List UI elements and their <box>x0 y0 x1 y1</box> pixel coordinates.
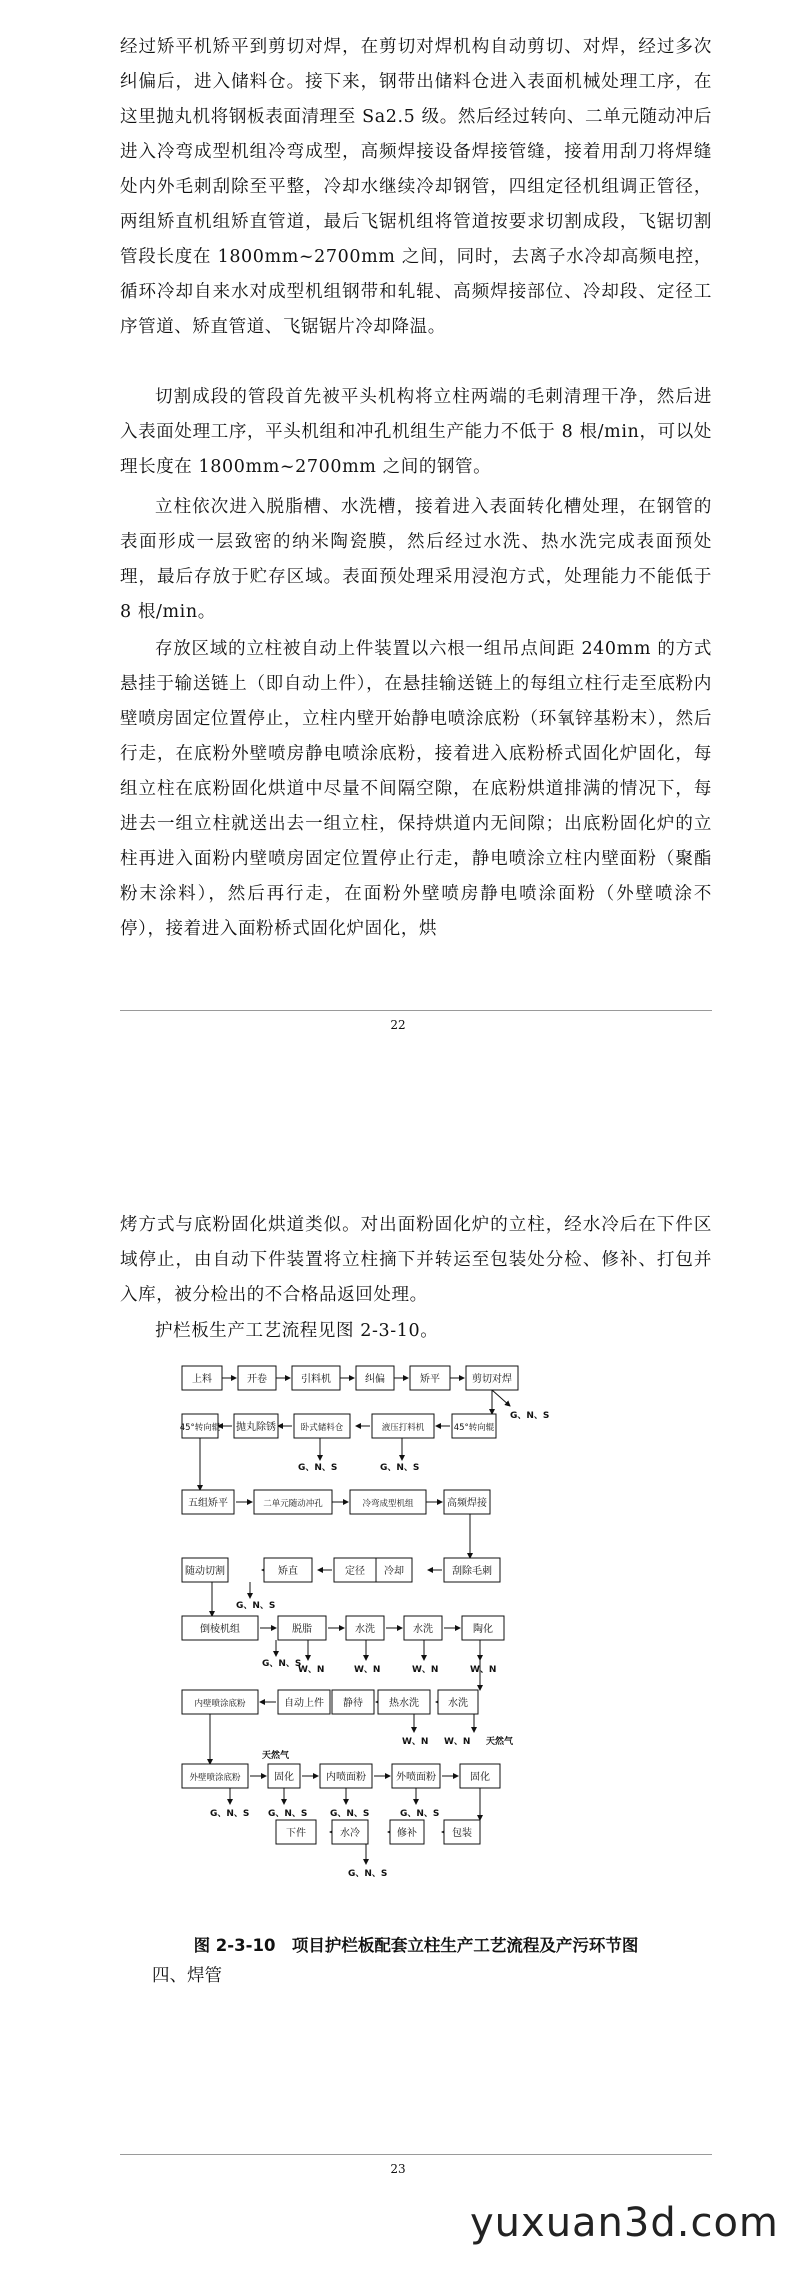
emission-tag-4: G、N、S <box>262 1659 302 1669</box>
flow-label-row2-3: 液压打料机 <box>381 1423 425 1433</box>
flow-label-row5-0: 倒棱机组 <box>200 1624 240 1635</box>
page22-paragraph-4: 存放区域的立柱被自动上件装置以六根一组吊点间距 240mm 的方式悬挂于输送链上（即自动上件），在悬挂输送链上的每组立柱行走至底粉内壁喷房固定位置停止，立柱内壁开始静电喷涂底粉（环氧锌基粉末），然后行走，在底粉外壁喷房静电喷涂底粉，接着进入底粉桥式固化炉固化，每组立柱在底粉固化烘道中尽量不间隔空隙，在底粉烘道排满的情况下，每进去一组立柱就送出去一组立柱，保持烘道内无间隙；出底粉固化炉的立柱再进入面粉内壁喷房固定位置停止行走，静电喷涂立柱内壁面粉（聚酯粉末涂料），然后再行走，在面粉外壁喷房静电喷涂面粉（外壁喷涂不停），接着进入面粉桥式固化炉固化，烘 <box>120 639 712 939</box>
flow-label-row7-4: 固化 <box>470 1772 490 1783</box>
flow-label-row2-0: 45°转向辊 <box>180 1423 221 1433</box>
emission-tag-13: G、N、S <box>210 1809 250 1819</box>
site-watermark: yuxuan3d.com <box>470 2200 779 2246</box>
page23-number: 23 <box>390 2162 406 2176</box>
emission-tag-7: W、N <box>412 1665 439 1675</box>
flow-label-row4-1: 矫直 <box>278 1566 298 1577</box>
emission-tag-17: G、N、S <box>348 1869 388 1879</box>
emission-tag-9: 天然气 <box>262 1751 290 1761</box>
flow-label-row1-3: 纠偏 <box>365 1374 385 1385</box>
flow-label-row4-4: 刮除毛刺 <box>452 1566 492 1577</box>
emission-tag-16: G、N、S <box>400 1809 440 1819</box>
flow-label-row4-2: 定径 <box>345 1566 365 1577</box>
page22-paragraph-1: 经过矫平机矫平到剪切对焊，在剪切对焊机构自动剪切、对焊，经过多次纠偏后，进入储料仓。接下来，钢带出储料仓进入表面机械处理工序，在这里抛丸机将钢板表面清理至 Sa2.5 级。然后经过转向、二单元随动冲后进入冷弯成型机组冷弯成型，高频焊接设备焊接管缝，接着用刮刀将焊缝处内外毛刺刮除至平整，冷却水继续冷却钢管，四组定径机组调正管径，两组矫直机组矫直管道，最后飞锯机组将管道按要求切割成段，飞锯切割管段长度在 1800mm~2700mm 之间，同时，去离子水冷却高频电控，循环冷却自来水对成型机组钢带和轧辊、高频焊接部位、冷却段、定径工序管道、矫直管道、飞锯锯片冷却降温。 <box>120 37 712 337</box>
flow-label-row1-1: 开卷 <box>247 1374 267 1385</box>
flow-label-row6-0: 内壁喷涂底粉 <box>194 1699 246 1709</box>
figure-caption: 图 2-3-10 项目护栏板配套立柱生产工艺流程及产污环节图 <box>193 1936 639 1955</box>
flow-label-row2-1: 抛丸除锈 <box>236 1422 276 1433</box>
emission-tag-8: W、N <box>470 1665 497 1675</box>
emission-tag-10: W、N <box>402 1737 429 1747</box>
flow-label-row5-1: 脱脂 <box>292 1624 312 1635</box>
flow-label-row3-2: 冷弯成型机组 <box>362 1499 414 1509</box>
flow-label-row4-3: 冷却 <box>384 1566 404 1577</box>
flow-label-row1-0: 上料 <box>192 1374 212 1385</box>
flow-label-row5-3: 水洗 <box>413 1624 433 1635</box>
flow-label-row6-3: 热水洗 <box>389 1698 419 1709</box>
page23-paragraph-2: 护栏板生产工艺流程见图 2-3-10。 <box>155 1321 439 1341</box>
flow-label-row7-2: 内喷面粉 <box>326 1772 366 1783</box>
page22-paragraph-3: 立柱依次进入脱脂槽、水洗槽，接着进入表面转化槽处理，在钢管的表面形成一层致密的纳米陶瓷膜，然后经过水洗、热水洗完成表面预处理，最后存放于贮存区域。表面预处理采用浸泡方式，处理能力不能低于 8 根/min。 <box>120 497 712 622</box>
flow-label-row5-4: 陶化 <box>473 1624 493 1635</box>
flow-label-row8-2: 水冷 <box>340 1828 360 1839</box>
emission-tag-0: G、N、S <box>510 1411 550 1421</box>
flow-label-row7-0: 外壁喷涂底粉 <box>189 1773 241 1783</box>
flow-label-row1-4: 矫平 <box>420 1374 440 1385</box>
flow-label-row3-3: 高频焊接 <box>447 1498 487 1509</box>
page22-paragraph-2: 切割成段的管段首先被平头机构将立柱两端的毛刺清理干净，然后进入表面处理工序，平头机组和冲孔机组生产能力不低于 8 根/min，可以处理长度在 1800mm~2700mm 之间的钢管。 <box>120 387 712 477</box>
page23-footer-rule <box>120 2154 712 2155</box>
page22-footer-rule <box>120 1010 712 1011</box>
emission-tag-3: G、N、S <box>236 1601 276 1611</box>
flow-label-row6-1: 自动上件 <box>284 1698 324 1709</box>
emission-tag-11: W、N <box>444 1737 471 1747</box>
flow-label-row8-3: 下件 <box>286 1828 306 1839</box>
flow-label-row8-1: 修补 <box>397 1828 417 1839</box>
flow-label-row6-4: 水洗 <box>448 1698 468 1709</box>
emission-tag-6: W、N <box>354 1665 381 1675</box>
emission-tag-1: G、N、S <box>298 1463 338 1473</box>
process-flowchart <box>180 1360 640 1920</box>
flow-label-row1-5: 剪切对焊 <box>472 1374 512 1385</box>
flow-label-row3-1: 二单元随动冲孔 <box>263 1499 323 1509</box>
flow-label-row3-0: 五组矫平 <box>188 1498 228 1509</box>
flow-label-row7-1: 固化 <box>274 1772 294 1783</box>
flow-label-row8-0: 包装 <box>452 1828 472 1839</box>
section-heading: 四、焊管 <box>152 1966 222 1986</box>
page23-paragraph-1: 烤方式与底粉固化烘道类似。对出面粉固化炉的立柱，经水冷后在下件区域停止，由自动下件装置将立柱摘下并转运至包装处分检、修补、打包并入库，被分检出的不合格品返回处理。 <box>120 1215 712 1305</box>
emission-tag-2: G、N、S <box>380 1463 420 1473</box>
emission-tag-14: G、N、S <box>268 1809 308 1819</box>
flow-label-row2-4: 45°转向辊 <box>453 1423 495 1433</box>
page22-number: 22 <box>390 1018 406 1032</box>
flow-label-row2-2: 卧式储料仓 <box>300 1423 344 1433</box>
flow-label-row5-2: 水洗 <box>355 1624 375 1635</box>
emission-tag-12: 天然气 <box>486 1737 514 1747</box>
flow-label-row7-3: 外喷面粉 <box>396 1772 436 1783</box>
flow-label-row6-2: 静待 <box>343 1698 363 1709</box>
emission-tag-15: G、N、S <box>330 1809 370 1819</box>
flow-label-row1-2: 引料机 <box>301 1374 331 1385</box>
emission-tag-5: W、N <box>298 1665 325 1675</box>
flow-label-row4-0: 随动切割 <box>185 1566 225 1577</box>
